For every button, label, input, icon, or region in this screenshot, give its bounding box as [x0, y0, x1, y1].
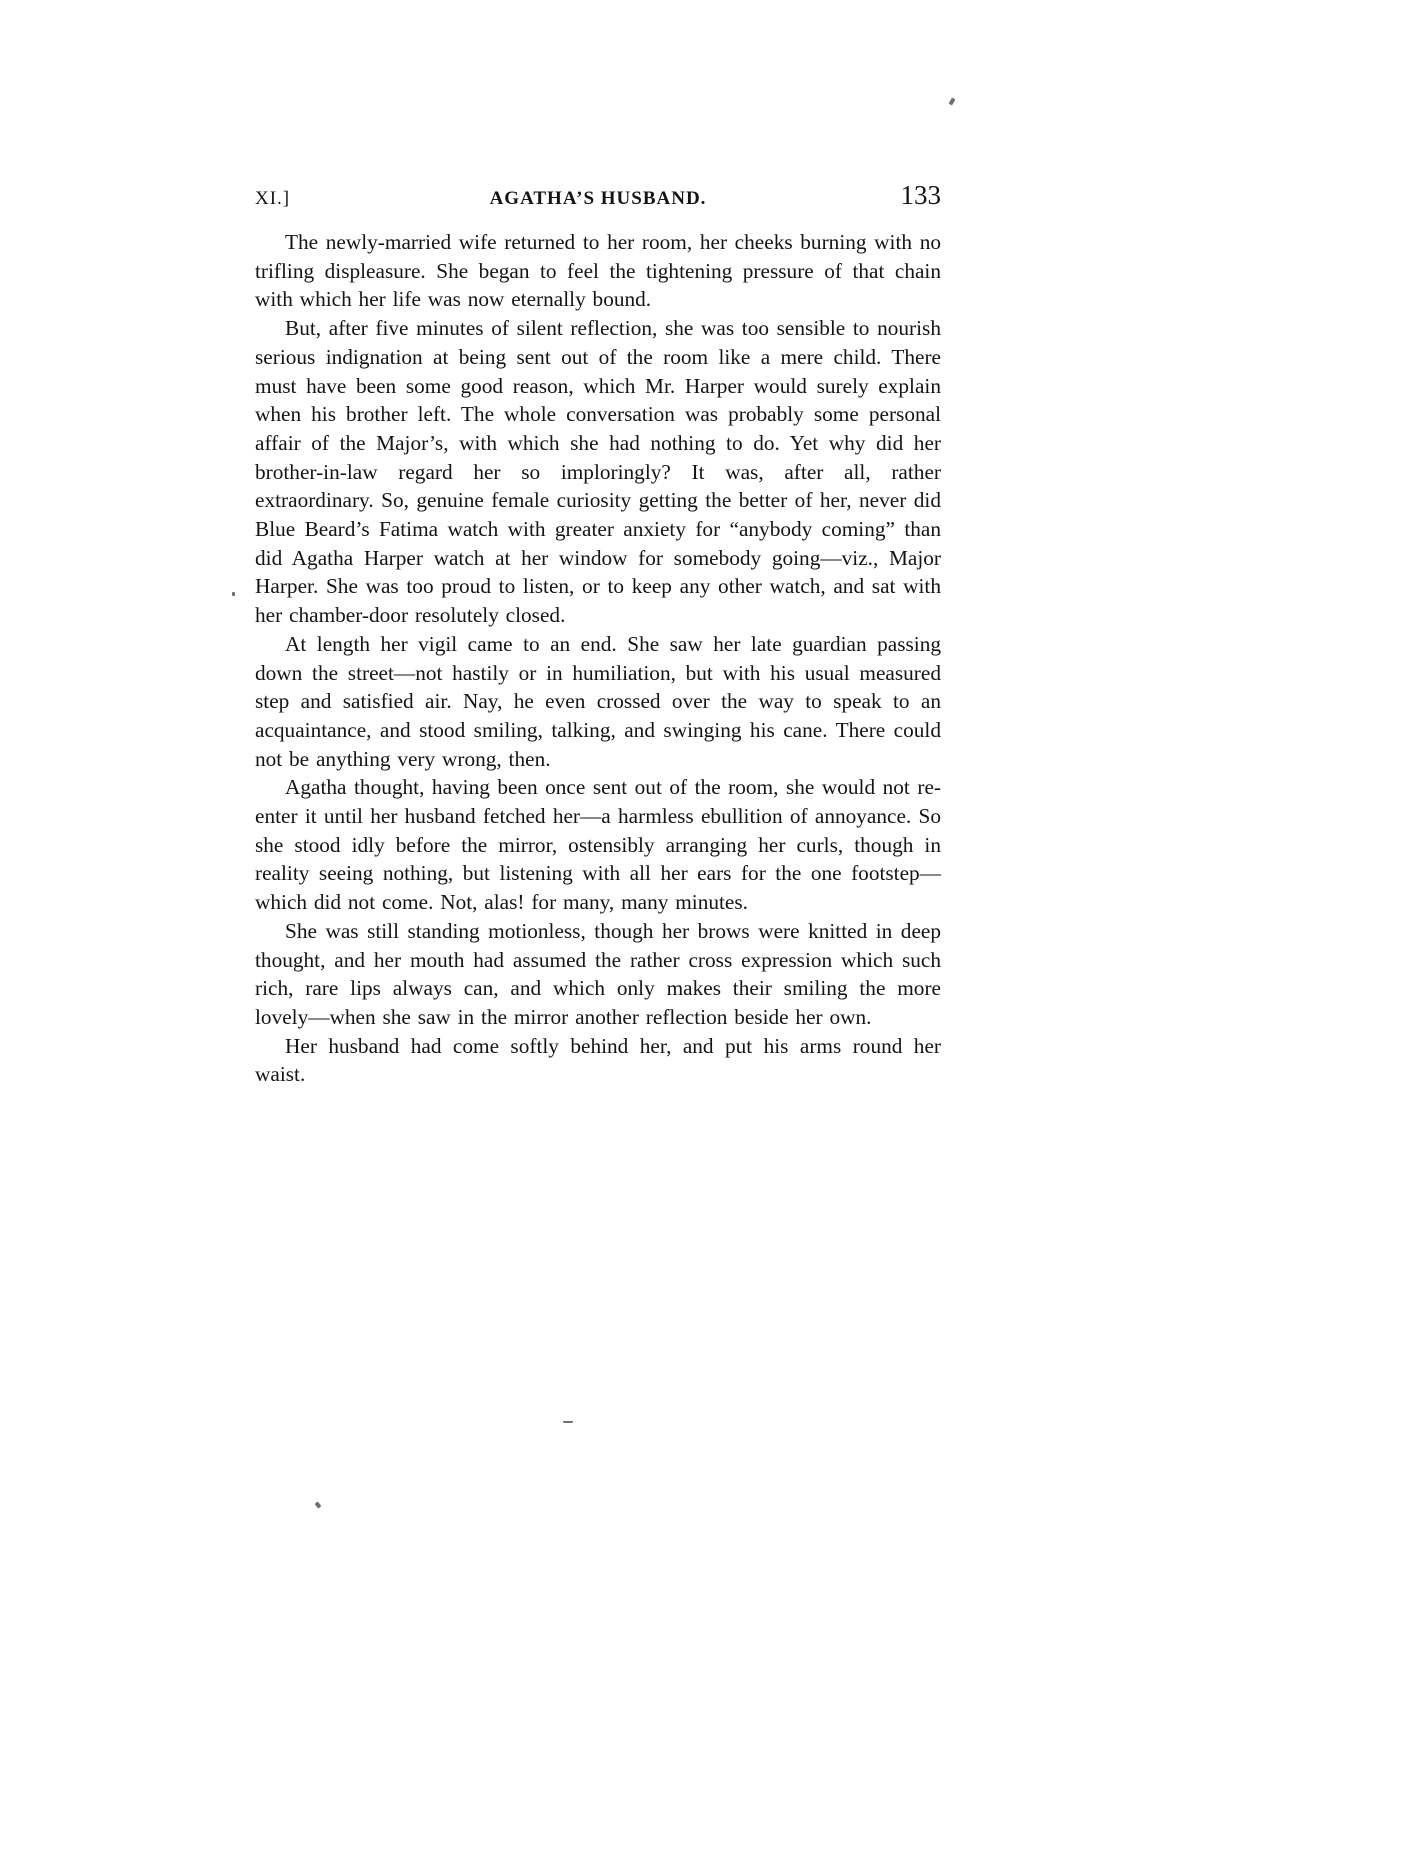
- paragraph: But, after five minutes of silent reflection, she was too sensible to nourish serious indignation at being sent out of the room like a mere child. There must have been some good reason, which Mr. Harper would surely explain when his brother left. The whole conversation was probably some personal affair of the Major’s, with which she had nothing to do. Yet why did her brother-in-law regard her so imploringly? It was, after all, rather extraordinary. So, genuine female curiosity getting the better of her, never did Blue Beard’s Fatima watch with greater anxiety for “anybody coming” than did Agatha Harper watch at her window for somebody going—viz., Major Harper. She was too proud to listen, or to keep any other watch, and sat with her chamber-door resolutely closed.: [255, 316, 941, 628]
- scan-artifact: [949, 97, 956, 105]
- paragraph: Agatha thought, having been once sent out of the room, she would not re-enter it until her husband fetched her—a harmless ebullition of annoyance. So she stood idly before the mirror, ostensibly arranging her curls, though in reality seeing nothing, but listening with all her ears for the one footstep—which did not come. Not, alas! for many, many minutes.: [255, 775, 941, 915]
- page-number: 133: [900, 180, 941, 210]
- page-body: [255, 228, 941, 1089]
- paragraph: Her husband had come softly behind her, and put his arms round her waist.: [255, 1033, 941, 1087]
- paragraph: The newly-married wife returned to her room, her cheeks burning with no trifling displeasure. She began to feel the tightening pressure of that chain with which her life was now eternally bound.: [255, 230, 941, 312]
- scan-artifact: [563, 1421, 573, 1423]
- paragraph: At length her vigil came to an end. She saw her late guardian passing down the street—not hastily or in humiliation, but with his usual measured step and satisfied air. Nay, he even crossed over the way to speak to an acquaintance, and stood smiling, talking, and swinging his cane. There could not be anything very wrong, then.: [255, 631, 941, 771]
- chapter-number: XI.]: [255, 188, 291, 209]
- scan-artifact: [315, 1501, 322, 1508]
- scan-artifact: [232, 592, 235, 596]
- running-header: [255, 180, 941, 211]
- running-title: AGATHA’S HUSBAND.: [489, 188, 707, 209]
- paragraph: She was still standing motionless, though her brows were knitted in deep thought, and her mouth had assumed the rather cross expression which such rich, rare lips always can, and which only makes their smiling the more lovely—when she saw in the mirror another reflection beside her own.: [255, 918, 941, 1029]
